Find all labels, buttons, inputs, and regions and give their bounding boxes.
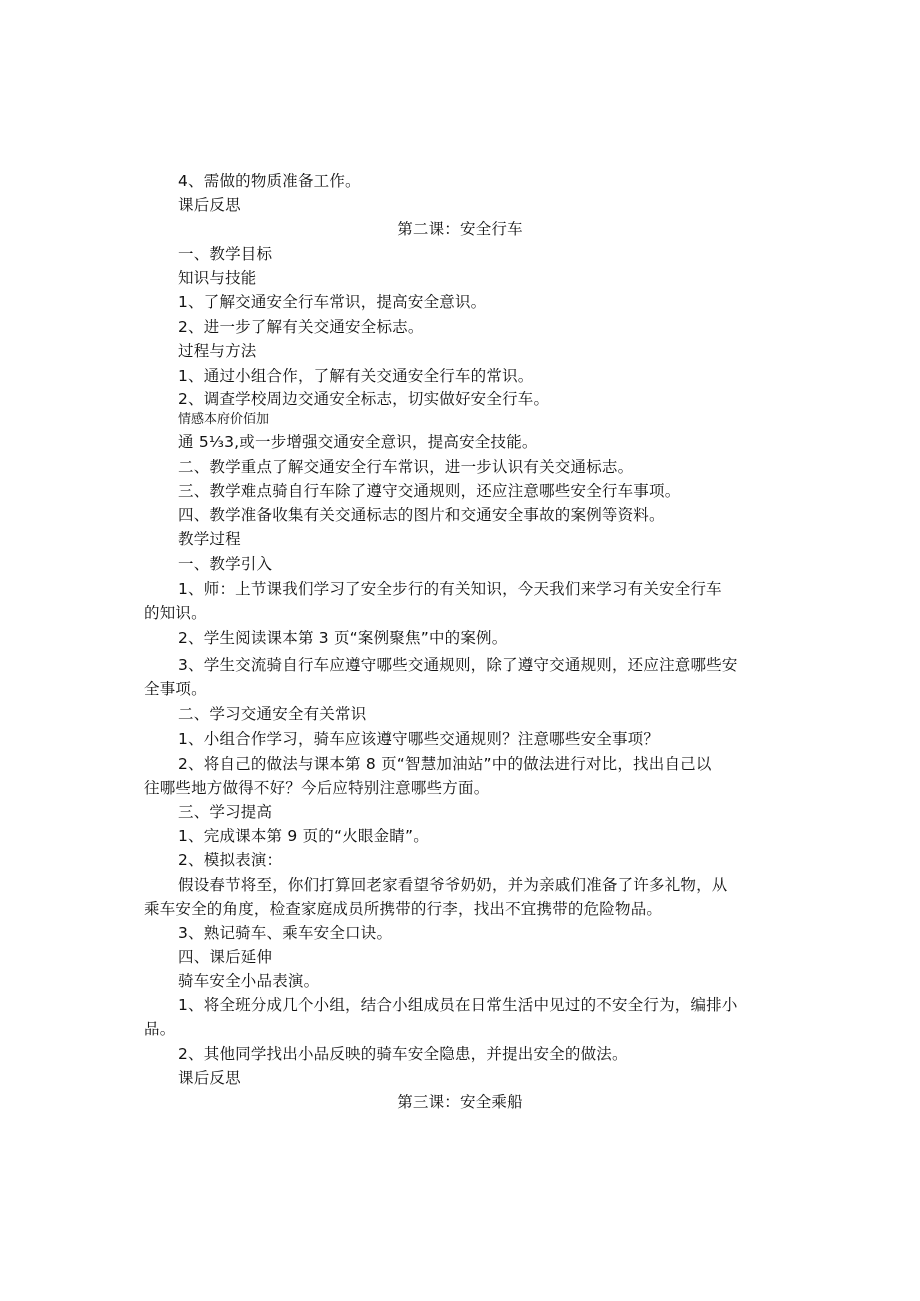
text-line: 1、将全班分成几个小组，结合小组成员在日常生活中见过的不安全行为，编排小 — [178, 996, 738, 1014]
text-line: 的知识。 — [144, 604, 207, 622]
text-line: 2、学生阅读课本第 3 页“案例聚焦”中的案例。 — [178, 629, 508, 647]
text-line: 教学过程 — [178, 530, 241, 548]
section-title: 第三课：安全乘船 — [397, 1093, 523, 1111]
text-line: 3、熟记骑车、乘车安全口诀。 — [178, 924, 393, 942]
text-line: 二、教学重点了解交通安全行车常识，进一步认识有关交通标志。 — [178, 458, 634, 476]
text-line: 往哪些地方做得不好？今后应特别注意哪些方面。 — [144, 779, 490, 797]
text-line: 四、教学准备收集有关交通标志的图片和交通安全事故的案例等资料。 — [178, 506, 665, 524]
text-line: 乘车安全的角度，检查家庭成员所携带的行李，找出不宜携带的危险物品。 — [144, 900, 663, 918]
text-line: 假设春节将至，你们打算回老家看望爷爷奶奶，并为亲戚们准备了许多礼物，从 — [178, 876, 728, 894]
text-line: 二、学习交通安全有关常识 — [178, 705, 367, 723]
text-line: 骑车安全小品表演。 — [178, 972, 320, 990]
text-line: 1、了解交通安全行车常识，提高安全意识。 — [178, 293, 487, 311]
text-line: 一、教学目标 — [178, 245, 273, 263]
text-line: 一、教学引入 — [178, 555, 273, 573]
text-line: 通 5⅓3,或一步增强交通安全意识，提高安全技能。 — [178, 433, 538, 451]
text-line: 2、将自己的做法与课本第 8 页“智慧加油站”中的做法进行对比，找出自己以 — [178, 755, 712, 773]
text-line: 2、其他同学找出小品反映的骑车安全隐患，并提出安全的做法。 — [178, 1045, 628, 1063]
text-line: 课后反思 — [178, 1069, 241, 1087]
text-line: 三、教学难点骑自行车除了遵守交通规则，还应注意哪些安全行车事项。 — [178, 482, 681, 500]
text-line: 2、模拟表演： — [178, 851, 283, 869]
text-line: 1、师：上节课我们学习了安全步行的有关知识，今天我们来学习有关安全行车 — [178, 580, 722, 598]
text-line: 2、调查学校周边交通安全标志，切实做好安全行车。 — [178, 390, 550, 408]
text-line: 2、进一步了解有关交通安全标志。 — [178, 318, 424, 336]
text-line: 三、学习提高 — [178, 803, 273, 821]
text-line: 知识与技能 — [178, 269, 257, 287]
text-line: 1、完成课本第 9 页的“火眼金睛”。 — [178, 827, 429, 845]
text-line: 情感本府价佰加 — [178, 412, 270, 427]
text-line: 1、通过小组合作，了解有关交通安全行车的常识。 — [178, 367, 534, 385]
text-line: 3、学生交流骑自行车应遵守哪些交通规则，除了遵守交通规则，还应注意哪些安 — [178, 656, 738, 674]
text-line: 品。 — [144, 1020, 176, 1038]
text-line: 1、小组合作学习，骑车应该遵守哪些交通规则？注意哪些安全事项？ — [178, 730, 660, 748]
text-line: 全事项。 — [144, 680, 207, 698]
section-title: 第二课：安全行车 — [397, 220, 523, 238]
text-line: 四、课后延伸 — [178, 948, 273, 966]
text-line: 课后反思 — [178, 196, 241, 214]
text-line: 过程与方法 — [178, 342, 257, 360]
text-line: 4、需做的物质准备工作。 — [178, 172, 361, 190]
